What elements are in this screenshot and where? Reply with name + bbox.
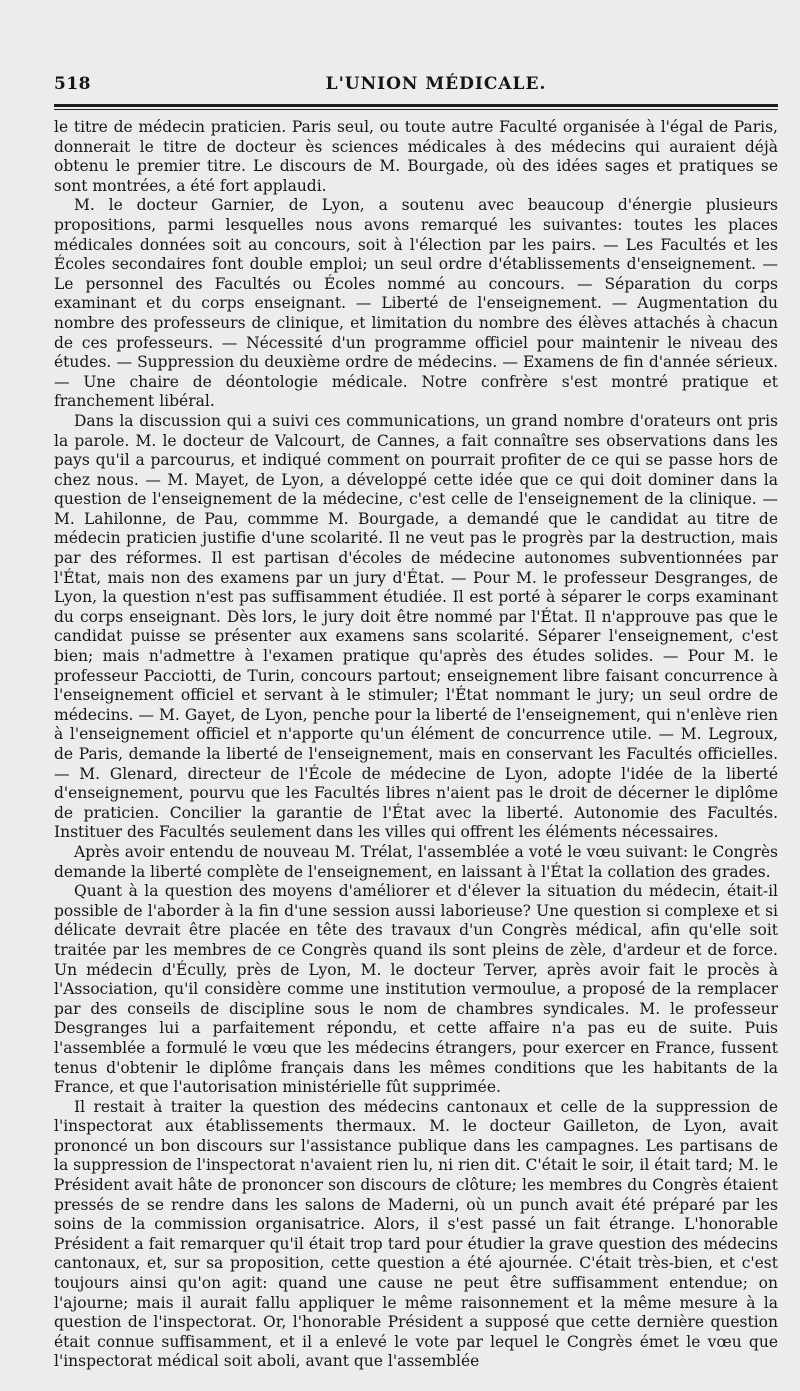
header-rule [54, 104, 778, 107]
paragraph: Quant à la question des moyens d'améliorer et d'élever la situation du médecin, était-il possible de l'aborder à la fin d'une session aussi laborieuse? Une question si complexe et si délicate devrait être placée en tête des travaux d'un Congrès médical, afin qu'elle soit traitée par les membres de ce Congrès quand ils sont pleins de zèle, d'ardeur et de force. Un médecin d'Écully, près de Lyon, M. le docteur Terver, après avoir fait le procès à l'Association, qu'il considère comme une institution vermoulue, a proposé de la remplacer par des conseils de discipline sous le nom de chambres syndicales. M. le professeur Desgranges lui a parfaitement répondu, et cette affaire n'a pas eu de suite. Puis l'assemblée a formulé le vœu que les médecins étrangers, pour exercer en France, fussent tenus d'obtenir le diplôme français dans les mêmes conditions que les habitants de la France, et que l'autorisation ministérielle fût supprimée. [54, 882, 778, 1097]
paragraph: Après avoir entendu de nouveau M. Trélat, l'assemblée a voté le vœu suivant: le Congrès demande la liberté complète de l'enseignement, en laissant à l'État la collation des grades. [54, 842, 778, 881]
running-title: L'UNION MÉDICALE. [325, 74, 547, 94]
header-rule-thin [54, 109, 778, 110]
page-number: 518 [54, 74, 91, 94]
paragraph: le titre de médecin praticien. Paris seul, ou toute autre Faculté organisée à l'égal de Paris, donnerait le titre de docteur ès sciences médicales à des médecins qui auraient déjà obtenu le premier titre. Le discours de M. Bourgade, où des idées sages et pratiques se sont montrées, a été fort applaudi. [54, 118, 778, 195]
page-header [54, 66, 778, 100]
paragraph: M. le docteur Garnier, de Lyon, a soutenu avec beaucoup d'énergie plusieurs propositions, parmi lesquelles nous avons remarqué les suivantes: toutes les places médicales données soit au concours, soit à l'élection par les pairs. — Les Facultés et les Écoles secondaires font double emploi; un seul ordre d'établissements d'enseignement. — Le personnel des Facultés ou Écoles nommé au concours. — Séparation du corps examinant et du corps enseignant. — Liberté de l'enseignement. — Augmentation du nombre des professeurs de clinique, et limitation du nombre des élèves attachés à chacun de ces professeurs. — Nécessité d'un programme officiel pour maintenir le niveau des études. — Suppression du deuxième ordre de médecins. — Examens de fin d'année sérieux. — Une chaire de déontologie médicale. Notre confrère s'est montré pratique et franchement libéral. [54, 196, 778, 411]
article-body [54, 118, 778, 1372]
paragraph: Il restait à traiter la question des médecins cantonaux et celle de la suppression de l'inspectorat aux établissements thermaux. M. le docteur Gailleton, de Lyon, avait prononcé un bon discours sur l'assistance publique dans les campagnes. Les partisans de la suppression de l'inspectorat n'avaient rien lu, ni rien dit. C'était le soir, il était tard; M. le Président avait hâte de prononcer son discours de clôture; les membres du Congrès étaient pressés de se rendre dans les salons de Maderni, où un punch avait été préparé par les soins de la commission organisatrice. Alors, il s'est passé un fait étrange. L'honorable Président a fait remarquer qu'il était trop tard pour étudier la grave question des médecins cantonaux, et, sur sa proposition, cette question a été ajournée. C'était très-bien, et c'est toujours ainsi qu'on agit: quand une cause ne peut être suffisamment entendue; on l'ajourne; mais il aurait fallu appliquer le même raisonnement et la même mesure à la question de l'inspectorat. Or, l'honorable Président a supposé que cette dernière question était connue suffisamment, et il a enlevé le vote par lequel le Congrès émet le vœu que l'inspectorat médical soit aboli, avant que l'assemblée [54, 1097, 778, 1371]
paragraph: Dans la discussion qui a suivi ces communications, un grand nombre d'orateurs ont pris la parole. M. le docteur de Valcourt, de Cannes, a fait connaître ses observations dans les pays qu'il a parcourus, et indiqué comment on pourrait profiter de ce qui se passe hors de chez nous. — M. Mayet, de Lyon, a développé cette idée que ce qui doit dominer dans la question de l'enseignement de la médecine, c'est celle de l'enseignement de la clinique. — M. Lahilonne, de Pau, commme M. Bourgade, a demandé que le candidat au titre de médecin praticien justifie d'une scolarité. Il ne veut pas le progrès par la destruction, mais par des réformes. Il est partisan d'écoles de médecine autonomes subventionnées par l'État, mais non des examens par un jury d'État. — Pour M. le professeur Desgranges, de Lyon, la question n'est pas suffisamment étudiée. Il est porté à séparer le corps examinant du corps enseignant. Dès lors, le jury doit être nommé par l'État. Il n'approuve pas que le candidat puisse se présenter aux examens sans scolarité. Séparer l'enseignement, c'est bien; mais n'admettre à l'examen pratique qu'après des études solides. — Pour M. le professeur Pacciotti, de Turin, concours partout; enseignement libre faisant concurrence à l'enseignement officiel et servant à le stimuler; l'État nommant le jury; un seul ordre de médecins. — M. Gayet, de Lyon, penche pour la liberté de l'enseignement, qui n'enlève rien à l'enseignement officiel et n'apporte qu'un élément de concurrence utile. — M. Legroux, de Paris, demande la liberté de l'enseignement, mais en conservant les Facultés officielles. — M. Glenard, directeur de l'École de médecine de Lyon, adopte l'idée de la liberté d'enseignement, pourvu que les Facultés libres n'aient pas le droit de décerner le diplôme de praticien. Concilier la garantie de l'État avec la liberté. Autonomie des Facultés. Instituer des Facultés seulement dans les villes qui offrent les éléments nécessaires. [54, 411, 778, 842]
